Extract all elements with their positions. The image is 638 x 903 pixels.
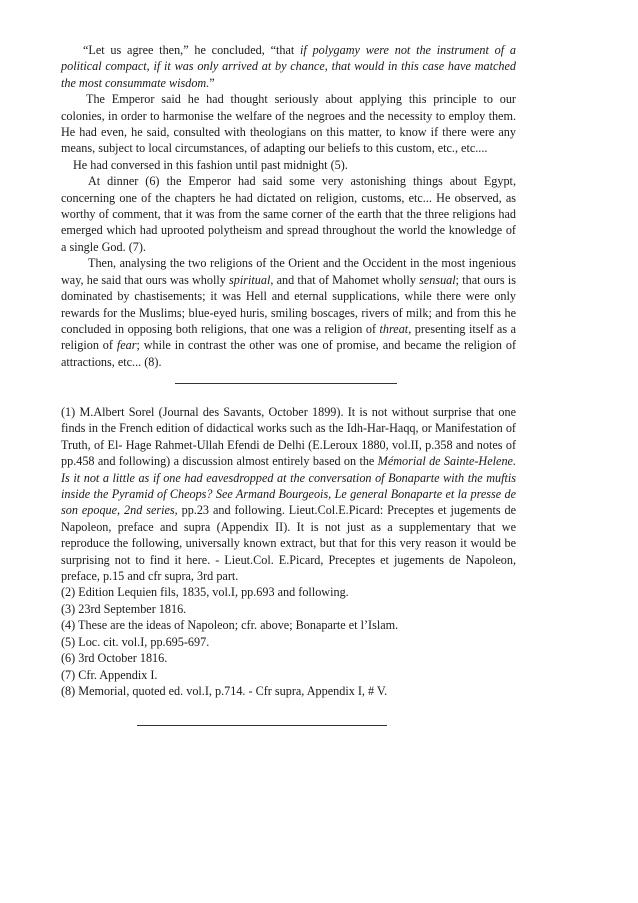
footnote-8: (8) Memorial, quoted ed. vol.I, p.714. - Cfr supra, Appendix I, # V. [61,683,388,698]
paragraph-conversed: He had conversed in this fashion until past midnight (5). [73,157,348,172]
separator-rule [175,383,397,384]
paragraph-analysing [61,255,516,370]
italic-run: sensual [419,272,456,287]
italic-run: See Armand Bourgeois, Le general Bonaparte et la presse de son epoque, 2nd series, [61,487,517,518]
quote-italic: if polygamy were not the instrument of a political compact, if it was only arrived at by chance, that would in this case have matched the most consummate wisdom. [61,43,516,90]
text-run: pp.23 and following. Lieut.Col.E.Picard: Preceptes et jugements de Napoleon, preface and supra (Appendix II). It is not just as a supplementary that we reproduce the following, universally known extract, but that for this very reason it would be surprising not to find it here. - Lieut.Col. E.Picard, Preceptes et jugements de Napoleon, preface, p.15 and cfr supra, 3rd part. [61,503,516,584]
footnote-6: (6) 3rd October 1816. [61,651,168,666]
italic-run: fear [116,338,137,353]
paragraph-quote [61,42,516,91]
text-run: (1) M.Albert Sorel (Journal des Savants, October 1899). It is not without surprise that one finds in the French edition of didactical works such as the Idh-Har-Haqq, or Manifestation of Truth, of El- Hage Rahmet-Ullah Efendi de Delhi (E.Leroux 1880, vol.II, p.358 and notes of pp.458 and following) a discussion almost entirely based on the [61,405,516,469]
main-text [61,42,516,370]
text-run: presenting itself as a religion of [61,321,516,353]
footnote-3: (3) 23rd September 1816. [61,601,187,616]
italic-run: Mémorial de Sainte-Helene. Is it not a little as if one had eavesdropped at the conversation of Bonaparte with the muftis inside the Pyramid of Cheops? [61,454,516,502]
footnote-1 [61,404,516,584]
italic-run: threat, [379,321,412,336]
footnotes [61,404,516,699]
quote-close: ” [209,75,215,90]
footnote-2: (2) Edition Lequien fils, 1835, vol.I, pp.693 and following. [61,585,349,600]
text-run: Then, analysing the two religions of the Orient and the Occident in the most ingenious way, he said that ours was wholly [61,256,516,287]
text-run: ; while in contrast the other was one of promise, and became the religion of attractions, etc... (8). [61,338,516,369]
paragraph-emperor: The Emperor said he had thought seriously about applying this principle to our colonies, in order to harmonise the welfare of the negroes and the necessity to employ them. He had even, he said, consulted with theologians on this matter, to know if there were any means, subject to local circumstances, of adapting our beliefs to this custom, etc., etc.... [61,92,516,156]
footnote-4: (4) These are the ideas of Napoleon; cfr. above; Bonaparte et l’Islam. [61,618,399,633]
quote-lead: “Let us agree then,” he concluded, “that [83,43,301,57]
paragraph-dinner: At dinner (6) the Emperor had said some very astonishing things about Egypt, concerning one of the chapters he had dictated on religion, customs, etc... He observed, as worthy of comment, that it was from the same corner of the earth that the three religions had emerged which had uprooted polytheism and spread throughout the world the knowledge of a single God. (7). [61,174,516,254]
text-run: , and that of Mahomet wholly [270,272,420,287]
footnote-7: (7) Cfr. Appendix I. [61,667,158,682]
text-run: ; that ours is dominated by chastisements; it was Hell and eternal supplications, while there were only rewards for the Muslims; blue-eyed huris, smiling boscages, rivers of milk; and from this he concluded in opposing both religions, that one was a religion of [61,272,516,336]
italic-run: spiritual [229,272,271,287]
end-rule [137,725,387,726]
footnote-5: (5) Loc. cit. vol.I, pp.695-697. [61,634,210,649]
